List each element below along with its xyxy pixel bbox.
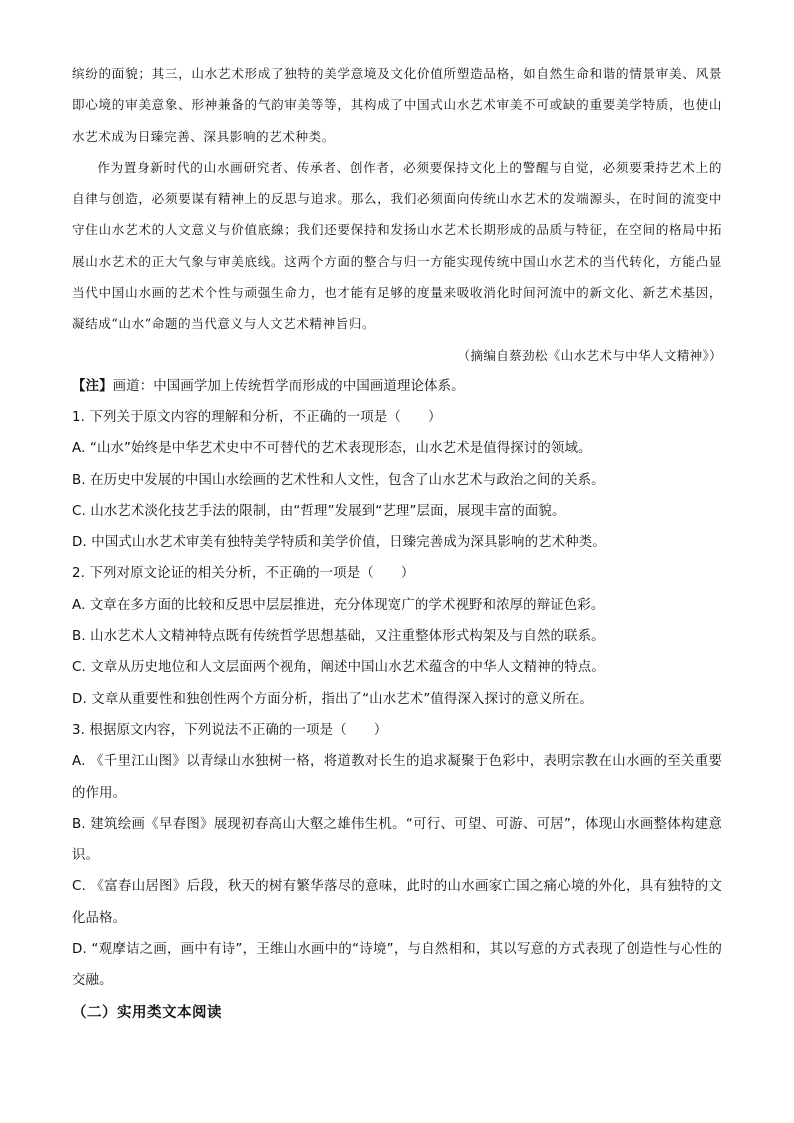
exam-page xyxy=(72,58,722,1029)
question-3-option-d[interactable]: D. “观摩诘之画，画中有诗”，王维山水画中的“诗境”，与自然相和，其以写意的方式表现了创造性与心性的交融。 xyxy=(72,942,722,989)
question-1-option-d[interactable]: D. 中国式山水艺术审美有独特美学特质和美学价值，日臻完善成为深具影响的艺术种类。 xyxy=(72,535,606,551)
question-1-option-b[interactable]: B. 在历史中发展的中国山水绘画的艺术性和人文性，包含了山水艺术与政治之间的关系。 xyxy=(72,472,605,488)
footnote-tag: 【注】 xyxy=(72,378,113,394)
section-heading: （二）实用类文本阅读 xyxy=(72,1004,222,1021)
question-1 xyxy=(72,402,722,558)
question-2-stem: 2. 下列对原文论证的相关分析，不正确的一项是（ ） xyxy=(72,566,415,582)
question-1-stem: 1. 下列关于原文内容的理解和分析，不正确的一项是（ ） xyxy=(72,409,442,425)
footnote xyxy=(72,371,722,402)
question-2-option-b[interactable]: B. 山水艺术人文精神特点既有传统哲学思想基础，又注重整体形式构架及与自然的联系。 xyxy=(72,629,605,645)
question-3 xyxy=(72,715,722,997)
question-3-option-b[interactable]: B. 建筑绘画《早春图》展现初春高山大壑之雄伟生机。“可行、可望、可游、可居”，体现山水画整体构建意识。 xyxy=(72,816,722,864)
question-1-option-a[interactable]: A. “山水”始终是中华艺术史中不可替代的艺术表现形态，山水艺术是值得探讨的领域。 xyxy=(72,441,592,457)
passage-paragraph-2: 作为置身新时代的山水画研究者、传承者、创作者，必须要保持文化上的警醒与自觉，必须要秉持艺术上的自律与创造，必须要谋有精神上的反思与追求。那么，我们必须面向传统山水艺术的发端源头，在时间的流变中守住山水艺术的人文意义与价值底線；我们还要保持和发扬山水艺术长期形成的品质与特征，在空间的格局中拓展山水艺术的正大气象与审美底线。这两个方面的整合与归一方能实现传统中国山水艺术的当代转化，方能凸显当代中国山水画的艺术个性与顽强生命力，也才能有足够的度量来吸收消化时间河流中的新文化、新艺术基因，凝结成“山水”命题的当代意义与人文艺术精神旨归。 xyxy=(72,159,722,332)
question-2-option-a[interactable]: A. 文章在多方面的比较和反思中层层推进，充分体现宽广的学术视野和浓厚的辩证色彩。 xyxy=(72,597,605,613)
question-2-option-d[interactable]: D. 文章从重要性和独创性两个方面分析，指出了“山水艺术”值得深入探讨的意义所在。 xyxy=(72,691,593,707)
question-2-option-c[interactable]: C. 文章从历史地位和人文层面两个视角，阐述中国山水艺术蕴含的中华人文精神的特点。 xyxy=(72,660,605,676)
question-2 xyxy=(72,558,722,714)
footnote-text: 画道：中国画学加上传统哲学而形成的中国画道理论体系。 xyxy=(112,378,465,394)
passage-source: （摘编自蔡劲松《山水艺术与中华人文精神》） xyxy=(457,347,722,363)
question-1-option-c[interactable]: C. 山水艺术淡化技艺手法的限制，由“哲理”发展到“艺理”层面，展现丰富的面貌。 xyxy=(72,503,566,519)
question-3-option-a[interactable]: A. 《千里江山图》以青绿山水独树一格，将道教对长生的追求凝聚于色彩中，表明宗教在山水画的至关重要的作用。 xyxy=(72,754,722,801)
question-3-option-c[interactable]: C. 《富春山居图》后段，秋天的树有繁华落尽的意味，此时的山水画家亡国之痛心境的外化，具有独特的文化品格。 xyxy=(72,879,722,926)
question-3-stem: 3. 根据原文内容，下列说法不正确的一项是（ ） xyxy=(72,722,388,738)
passage-paragraph-1: 缤纷的面貌；其三，山水艺术形成了独特的美学意境及文化价值所塑造品格，如自然生命和谐的情景审美、风景即心境的审美意象、形神兼备的气韵审美等等，其构成了中国式山水艺术审美不可或缺的重要美学特质，也使山水艺术成为日臻完善、深具影响的艺术种类。 xyxy=(72,66,722,144)
